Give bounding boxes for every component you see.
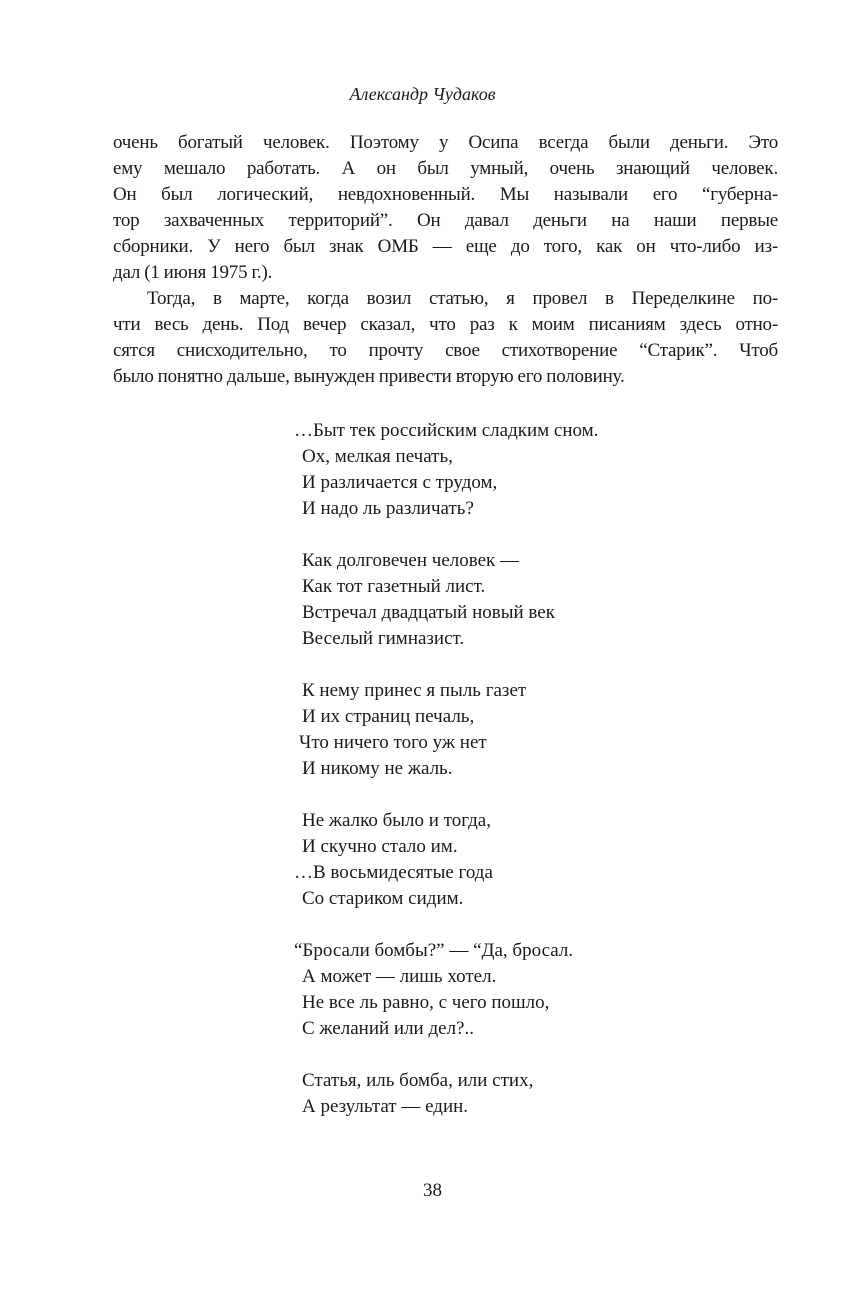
poem-line: И никому не жаль. xyxy=(302,758,453,779)
text-line: ему мешало работать. А он был умный, очень знающий человек. xyxy=(113,158,778,179)
text-line: очень богатый человек. Поэтому у Осипа всегда были деньги. Это xyxy=(113,132,778,153)
stanza xyxy=(294,808,598,912)
stanza xyxy=(302,548,598,652)
poem-line: Ох, мелкая печать, xyxy=(302,446,453,467)
text-line: дал (1 июня 1975 г.). xyxy=(113,262,273,283)
poem-line: И надо ль различать? xyxy=(302,498,474,519)
text-line: Тогда, в марте, когда возил статью, я провел в Переделкине по- xyxy=(147,288,778,309)
stanza xyxy=(294,418,599,522)
poem-line: …Быт тек российским сладким сном. xyxy=(294,420,599,441)
poem-line: Встречал двадцатый новый век xyxy=(302,602,555,623)
paragraph xyxy=(113,130,778,286)
poem-line: А может — лишь хотел. xyxy=(302,966,497,987)
poem-line: Веселый гимназист. xyxy=(302,628,465,649)
poem-line: Что ничего того уж нет xyxy=(299,732,487,753)
poem xyxy=(294,418,599,1120)
paragraph xyxy=(113,286,778,390)
poem-line: К нему принес я пыль газет xyxy=(302,680,527,701)
text-line: тор захваченных территорий”. Он давал деньги на наши первые xyxy=(113,210,778,231)
text-line: сборники. У него был знак ОМБ — еще до того, как он что-либо из- xyxy=(113,236,778,257)
poem-line: А результат — един. xyxy=(302,1096,469,1117)
poem-line: …В восьмидесятые года xyxy=(294,862,493,883)
poem-line: Не жалко было и тогда, xyxy=(302,810,491,831)
poem-line: Как тот газетный лист. xyxy=(302,576,486,597)
running-header: Александр Чудаков xyxy=(349,84,496,104)
text-line: было понятно дальше, вынужден привести вторую его половину. xyxy=(113,366,625,387)
stanza xyxy=(294,938,598,1042)
poem-line: Как долговечен человек — xyxy=(302,550,520,571)
text-line: сятся снисходительно, то прочту свое стихотворение “Старик”. Чтоб xyxy=(113,340,778,361)
poem-line: С желаний или дел?.. xyxy=(302,1018,474,1039)
poem-line: И их страниц печаль, xyxy=(302,706,475,727)
poem-line: И различается с трудом, xyxy=(302,472,498,493)
poem-line: Не все ль равно, с чего пошло, xyxy=(302,992,550,1013)
text-line: Он был логический, невдохновенный. Мы называли его “губерна- xyxy=(113,184,778,205)
text-line: чти весь день. Под вечер сказал, что раз к моим писаниям здесь отно- xyxy=(113,314,778,335)
prose-body xyxy=(113,130,778,390)
stanza xyxy=(299,678,598,782)
page-number: 38 xyxy=(423,1180,442,1201)
stanza xyxy=(302,1068,598,1120)
poem-line: И скучно стало им. xyxy=(302,836,458,857)
poem-line: “Бросали бомбы?” — “Да, бросал. xyxy=(294,940,574,961)
poem-line: Статья, иль бомба, или стих, xyxy=(302,1070,534,1091)
poem-line: Со стариком сидим. xyxy=(302,888,464,909)
